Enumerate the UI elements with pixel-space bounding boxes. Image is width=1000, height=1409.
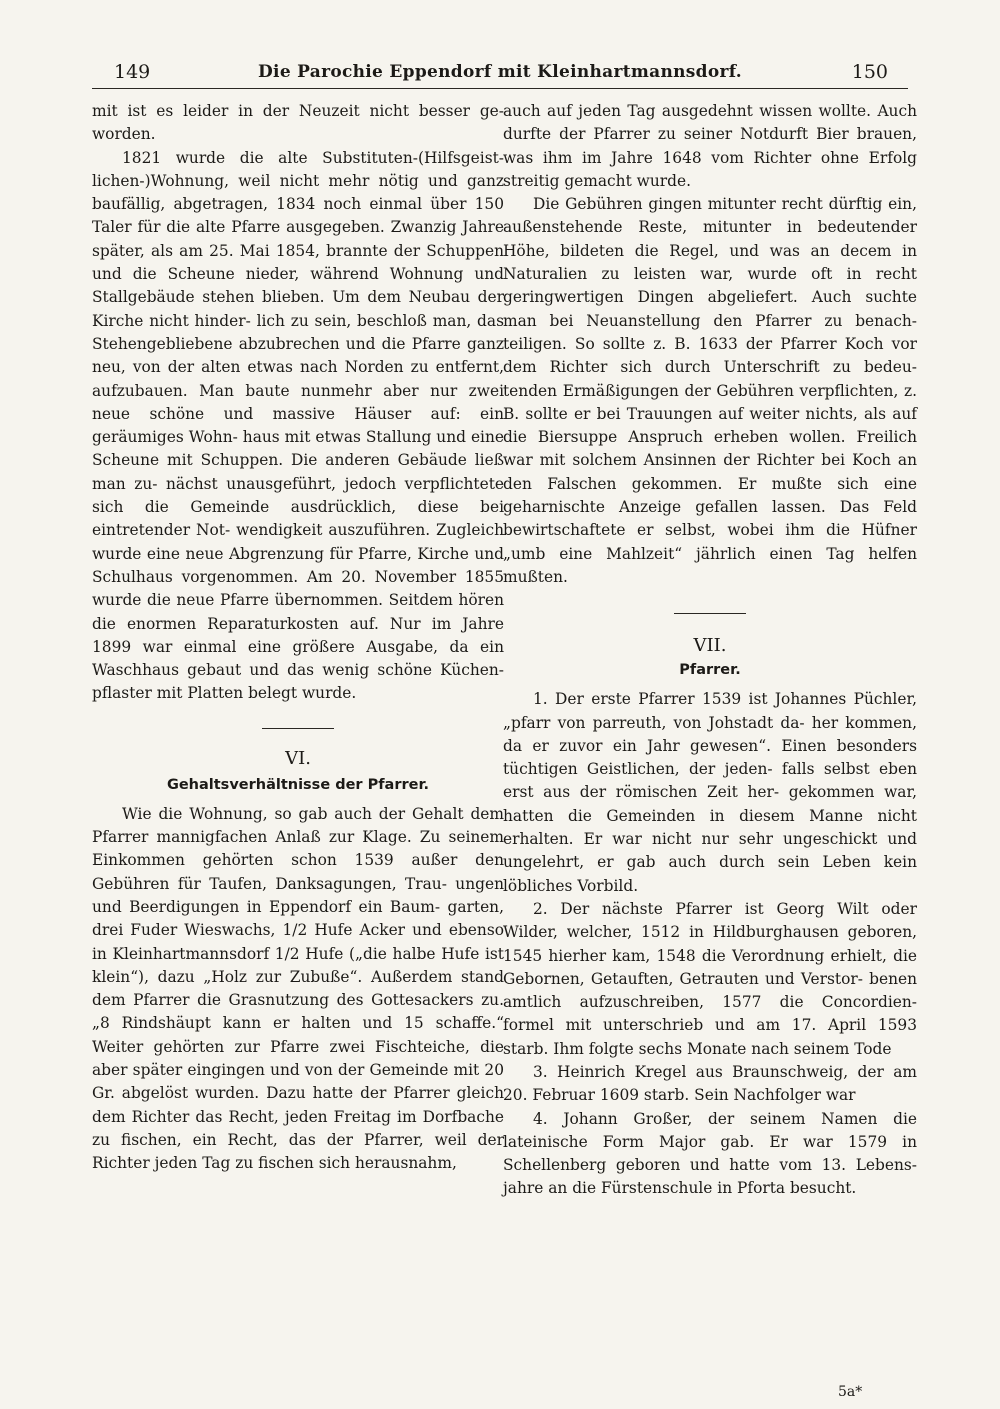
printer-signature: 5a* [838, 1384, 863, 1400]
running-header [92, 60, 908, 89]
paragraph-building-history: 1821 wurde die alte Substituten-(Hilfsgeist- lichen-)Wohnung, weil nicht mehr nötig und ganz baufällig, abgetragen, 1834 noch einmal über 150 Taler für die alte Pfarre ausgegeben. Zwanzig Jahre später, als am 25. Mai 1854, brannte der Schuppen und die Scheune nieder, während Wohnung und Stallgebäude stehen blieben. Um dem Neubau der Kirche nicht hinder- lich zu sein, beschloß man, das Stehengebliebene abzubrechen und die Pfarre ganz neu, von der alten etwas nach Norden zu entfernt, aufzubauen. Man baute nunmehr aber nur zwei neue schöne und massive Häuser auf: ein geräumiges Wohn- haus mit etwas Stallung und eine Scheune mit Schuppen. Die anderen Gebäude ließ man zu- nächst unausgeführt, jedoch verpflichtete sich die Gemeinde ausdrücklich, diese bei eintretender Not- wendigkeit auszuführen. Zugleich wurde eine neue Abgrenzung für Pfarre, Kirche und Schulhaus vorgenommen. Am 20. November 1855 wurde die neue Pfarre übernommen. Seitdem hören die enormen Reparaturkosten auf. Nur im Jahre 1899 war einmal eine größere Ausgabe, da ein Waschhaus gebaut und das wenig schöne Küchen- pflaster mit Platten belegt wurde. [92, 148, 504, 703]
section-divider [262, 728, 334, 729]
left-column [92, 100, 504, 1175]
section-number-vii: VII. [693, 635, 727, 657]
running-title: Die Parochie Eppendorf mit Kleinhartmannsdorf. [258, 62, 742, 82]
paragraph-fees: Die Gebühren gingen mitunter recht dürftig ein, außenstehende Reste, mitunter in bedeutender Höhe, bildeten die Regel, und was an decem in Naturalien zu leisten war, wurde oft in recht geringwertigen Dingen abgeliefert. Auch suchte man bei Neuanstellung den Pfarrer zu benach- teiligen. So sollte z. B. 1633 der Pfarrer Koch vor dem Richter sich durch Unterschrift zu bedeu- tenden Ermäßigungen der Gebühren verpflichten, z. B. sollte er bei Trauungen auf weiter nichts, als auf die Biersuppe Anspruch erheben wollen. Freilich war mit solchem Ansinnen der Richter bei Koch an den Falschen gekommen. Er mußte sich eine geharnischte Anzeige gefallen lassen. Das Feld bewirtschaftete er selbst, wobei ihm die Hüfner „umb eine Mahlzeit“ jährlich einen Tag helfen mußten. [503, 195, 917, 586]
section-title-vi: Gehaltsverhältnisse der Pfarrer. [166, 776, 430, 793]
page-number-right: 150 [851, 61, 888, 83]
paragraph-continuation-right: auch auf jeden Tag ausgedehnt wissen wollte. Auch durfte der Pfarrer zu seiner Notdurft Bier brauen, was ihm im Jahre 1648 vom Richter ohne Erfolg streitig gemacht wurde. [503, 102, 917, 190]
paragraph-continuation: mit ist es leider in der Neuzeit nicht besser ge- worden. [92, 102, 504, 144]
section-divider [674, 613, 746, 614]
section-number-vi: VI. [285, 747, 311, 769]
page-number-left: 149 [114, 61, 151, 83]
paragraph-pastor-4: 4. Johann Großer, der seinem Namen die lateinische Form Major gab. Er war 1579 in Schellenberg geboren und hatte vom 13. Lebens- jahre an die Fürstenschule in Pforta besucht. [503, 1109, 917, 1198]
paragraph-pastor-2: 2. Der nächste Pfarrer ist Georg Wilt oder Wilder, welcher, 1512 in Hildburghausen geboren, 1545 hierher kam, 1548 die Verordnung erhielt, die Gebornen, Getauften, Getrauten und Verstor- benen amtlich aufzuschreiben, 1577 die Concordien- formel mit unterschrieb und am 17. April 1593 starb. Ihm folgte sechs Monate nach seinem Tode [503, 899, 917, 1058]
paragraph-pastor-3: 3. Heinrich Kregel aus Braunschweig, der am 20. Februar 1609 starb. Sein Nachfolger war [503, 1062, 917, 1105]
paragraph-salary: Wie die Wohnung, so gab auch der Gehalt dem Pfarrer mannigfachen Anlaß zur Klage. Zu seinem Einkommen gehörten schon 1539 außer den Gebühren für Taufen, Danksagungen, Trau- ungen und Beerdigungen in Eppendorf ein Baum- garten, drei Fuder Wieswachs, 1/2 Hufe Acker und ebenso in Kleinhartmannsdorf 1/2 Hufe („die halbe Hufe ist klein“), dazu „Holz zur Zubuße“. Außerdem stand dem Pfarrer die Grasnutzung des Gottesackers zu. „8 Rindshäupt kann er halten und 15 schaffe.“ Weiter gehörten zur Pfarre zwei Fischteiche, die aber später eingingen und von der Gemeinde mit 20 Gr. abgelöst wurden. Dazu hatte der Pfarrer gleich dem Richter das Recht, jeden Freitag im Dorfbache zu fischen, ein Recht, das der Pfarrer, weil der Richter jeden Tag zu fischen sich herausnahm, [92, 804, 504, 1173]
section-title-vii: Pfarrer. [679, 662, 741, 679]
paragraph-pastor-1: 1. Der erste Pfarrer 1539 ist Johannes Püchler, „pfarr von parreuth, von Johstadt da- her kommen, da er zuvor ein Jahr gewesen“. Einen besonders tüchtigen Geistlichen, der jeden- falls selbst eben erst aus der römischen Zeit her- gekommen war, hatten die Gemeinden in diesem Manne nicht erhalten. Er war nicht nur sehr ungeschickt und ungelehrt, er gab auch durch sein Leben kein löbliches Vorbild. [503, 690, 917, 895]
right-column [503, 100, 917, 1201]
